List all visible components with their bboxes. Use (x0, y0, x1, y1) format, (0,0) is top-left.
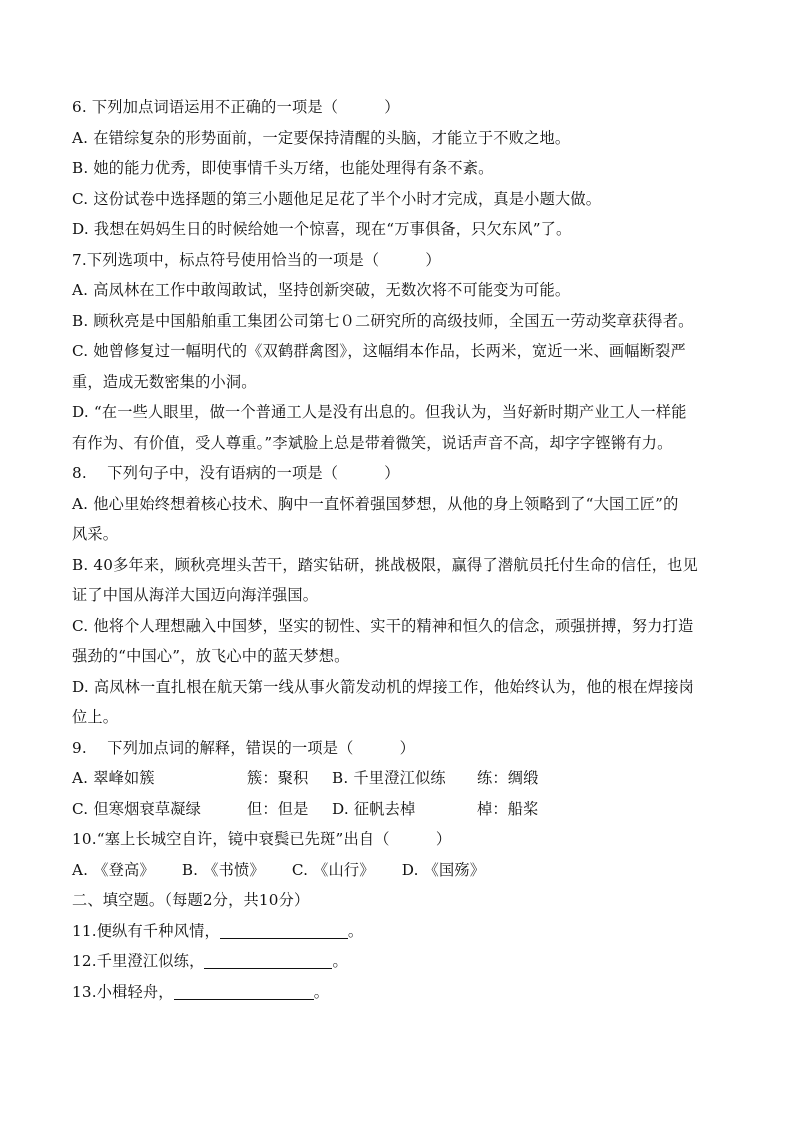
q8-option-c-line1: C. 他将个人理想融入中国梦，坚实的韧性、实干的精神和恒久的信念，顽强拼搏，努力打造 (72, 616, 694, 635)
q12-text: 12.千里澄江似练， (72, 952, 205, 970)
q7-option-c-line1: C. 她曾修复过一幅明代的《双鹤群禽图》，这幅绢本作品，长两米，宽近一米、画幅断裂严 (72, 342, 686, 360)
q6-option-d: D. 我想在妈妈生日的时候给她一个惊喜，现在“万事俱备，只欠东风”了。 (72, 220, 572, 238)
q8-option-d-line2: 位上。 (72, 708, 119, 726)
q13-period: 。 (313, 982, 330, 1001)
q13 (72, 977, 727, 1008)
q7-option-d-line2: 有作为、有价值，受人尊重。”李斌脸上总是带着微笑，说话声音不高，却字字铿锵有力。 (72, 433, 673, 452)
q6-stem: 6. 下列加点词语运用不正确的一项是（ ） (72, 98, 400, 116)
q10-option-d: D. 《国殇》 (401, 860, 486, 879)
q11 (72, 916, 727, 947)
section-2-heading: 二、填空题。（每题2分，共10分） (72, 891, 310, 909)
q8-option-a-line1: A. 他心里始终想着核心技术、胸中一直怀着强国梦想，从他的身上领略到了“大国工匠”的 (72, 494, 679, 513)
q9-row-2 (72, 794, 727, 825)
q9-option-d-explanation: 棹：船桨 (477, 799, 539, 818)
q9-option-a: A. 翠峰如簇 (72, 769, 155, 787)
q9-option-c-explanation: 但：但是 (247, 799, 309, 818)
q7-option-b: B. 顾秋亮是中国船舶重工集团公司第七０二研究所的高级技师，全国五一劳动奖章获得者。 (72, 311, 694, 330)
exam-page (72, 92, 727, 1007)
q9-option-d: D. 征帆去棹 (332, 799, 416, 818)
q10-options (72, 855, 727, 886)
q7-stem: 7.下列选项中，标点符号使用恰当的一项是（ ） (72, 250, 441, 269)
q10-option-c: C. 《山行》 (291, 860, 375, 879)
q7-option-c-line2: 重，造成无数密集的小洞。 (72, 372, 257, 391)
q13-text: 13.小楫轻舟， (72, 982, 174, 1001)
q11-text: 11.便纵有千种风情， (72, 921, 220, 940)
q8-option-d-line1: D. 高凤林一直扎根在航天第一线从事火箭发动机的焊接工作，他始终认为，他的根在焊接岗 (72, 677, 695, 696)
q8-stem: 8. 下列句子中，没有语病的一项是（ ） (72, 464, 400, 482)
q10-option-a: A. 《登高》 (72, 860, 155, 879)
q12 (72, 946, 727, 977)
q8-option-a-line2: 风采。 (72, 525, 119, 543)
q8-option-b-line1: B. 40多年来，顾秋亮埋头苦干，踏实钻研，挑战极限，赢得了潜航员托付生命的信任，也见 (72, 555, 698, 574)
q10-stem: 10.“塞上长城空自许，镜中衰鬓已先斑”出自（ ） (72, 830, 452, 848)
q7-option-d-line1: D. “在一些人眼里，做一个普通工人是没有出息的。但我认为，当好新时期产业工人一样能 (72, 403, 687, 421)
q11-answer-blank[interactable] (220, 920, 348, 939)
q7-option-a: A. 高凤林在工作中敢闯敢试，坚持创新突破，无数次将不可能变为可能。 (72, 281, 571, 299)
q9-option-b: B. 千里澄江似练 (332, 769, 446, 787)
q9-row-1 (72, 763, 727, 794)
q6-option-c: C. 这份试卷中选择题的第三小题他足足花了半个小时才完成，真是小题大做。 (72, 189, 602, 208)
q9-stem: 9. 下列加点词的解释，错误的一项是（ ） (72, 738, 416, 757)
q9-option-c: C. 但寒烟衰草凝绿 (72, 799, 202, 818)
q13-answer-blank[interactable] (174, 981, 314, 1000)
q9-option-a-explanation: 簇：聚积 (247, 769, 309, 787)
q8-option-b-line2: 证了中国从海洋大国迈向海洋强国。 (72, 586, 319, 604)
q11-period: 。 (347, 921, 364, 940)
q9-option-b-explanation: 练：绸缎 (477, 769, 539, 787)
q6-option-a: A. 在错综复杂的形势面前，一定要保持清醒的头脑，才能立于不败之地。 (72, 128, 571, 147)
q6-option-b: B. 她的能力优秀，即使事情千头万绪，也能处理得有条不紊。 (72, 159, 494, 177)
q12-period: 。 (332, 952, 348, 970)
q10-option-b: B. 《书愤》 (181, 860, 265, 879)
q12-answer-blank[interactable] (204, 950, 332, 969)
q8-option-c-line2: 强劲的“中国心”，放飞心中的蓝天梦想。 (72, 647, 350, 665)
